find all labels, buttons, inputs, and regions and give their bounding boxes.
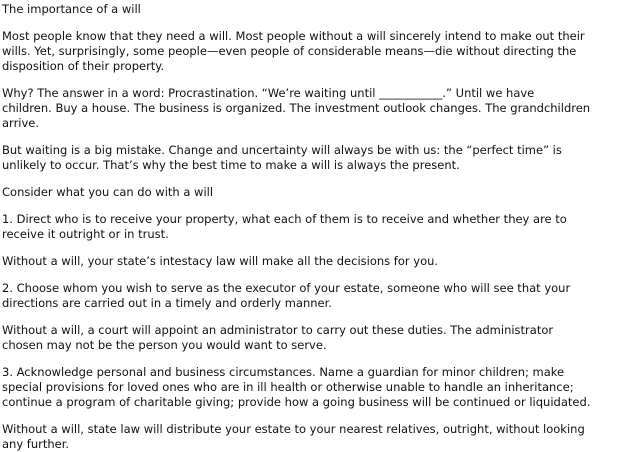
paragraph-point-2: 2. Choose whom you wish to serve as the executor of your estate, someone who will see that your directions are carried out in a timely and orderly manner.	[2, 281, 571, 310]
paragraph-need-a-will: Most people know that they need a will. Most people without a will sincerely intend to make out their wills. Yet, surprisingly, some people—even people of considerable means—die without directing the disposition of their property.	[2, 29, 585, 73]
paragraph-without-will-1: Without a will, your state’s intestacy law will make all the decisions for you.	[2, 254, 439, 268]
paragraph-waiting-mistake: But waiting is a big mistake. Change and uncertainty will always be with us: the “perfect time” is unlikely to occur. That’s why the best time to make a will is always the present.	[2, 143, 562, 172]
document-title: The importance of a will	[2, 2, 141, 16]
paragraph-without-will-3: Without a will, state law will distribute your estate to your nearest relatives, outright, without looking any further.	[2, 422, 585, 451]
paragraph-point-3: 3. Acknowledge personal and business circumstances. Name a guardian for minor children; make special provisions for loved ones who are in ill health or otherwise unable to handle an inheritance; continue a program of charitable giving; provide how a going business will be continued or liquidated.	[2, 365, 591, 409]
paragraph-point-1: 1. Direct who is to receive your property, what each of them is to receive and whether they are to receive it outright or in trust.	[2, 212, 567, 241]
document-body	[2, 2, 643, 452]
section-heading-consider: Consider what you can do with a will	[2, 185, 214, 199]
paragraph-without-will-2: Without a will, a court will appoint an administrator to carry out these duties. The administrator chosen may not be the person you would want to serve.	[2, 323, 554, 352]
paragraph-procrastination: Why? The answer in a word: Procrastination. “We’re waiting until ___________.” Until we have children. Buy a house. The business is organized. The investment outlook changes. The grandchildren arrive.	[2, 86, 591, 130]
